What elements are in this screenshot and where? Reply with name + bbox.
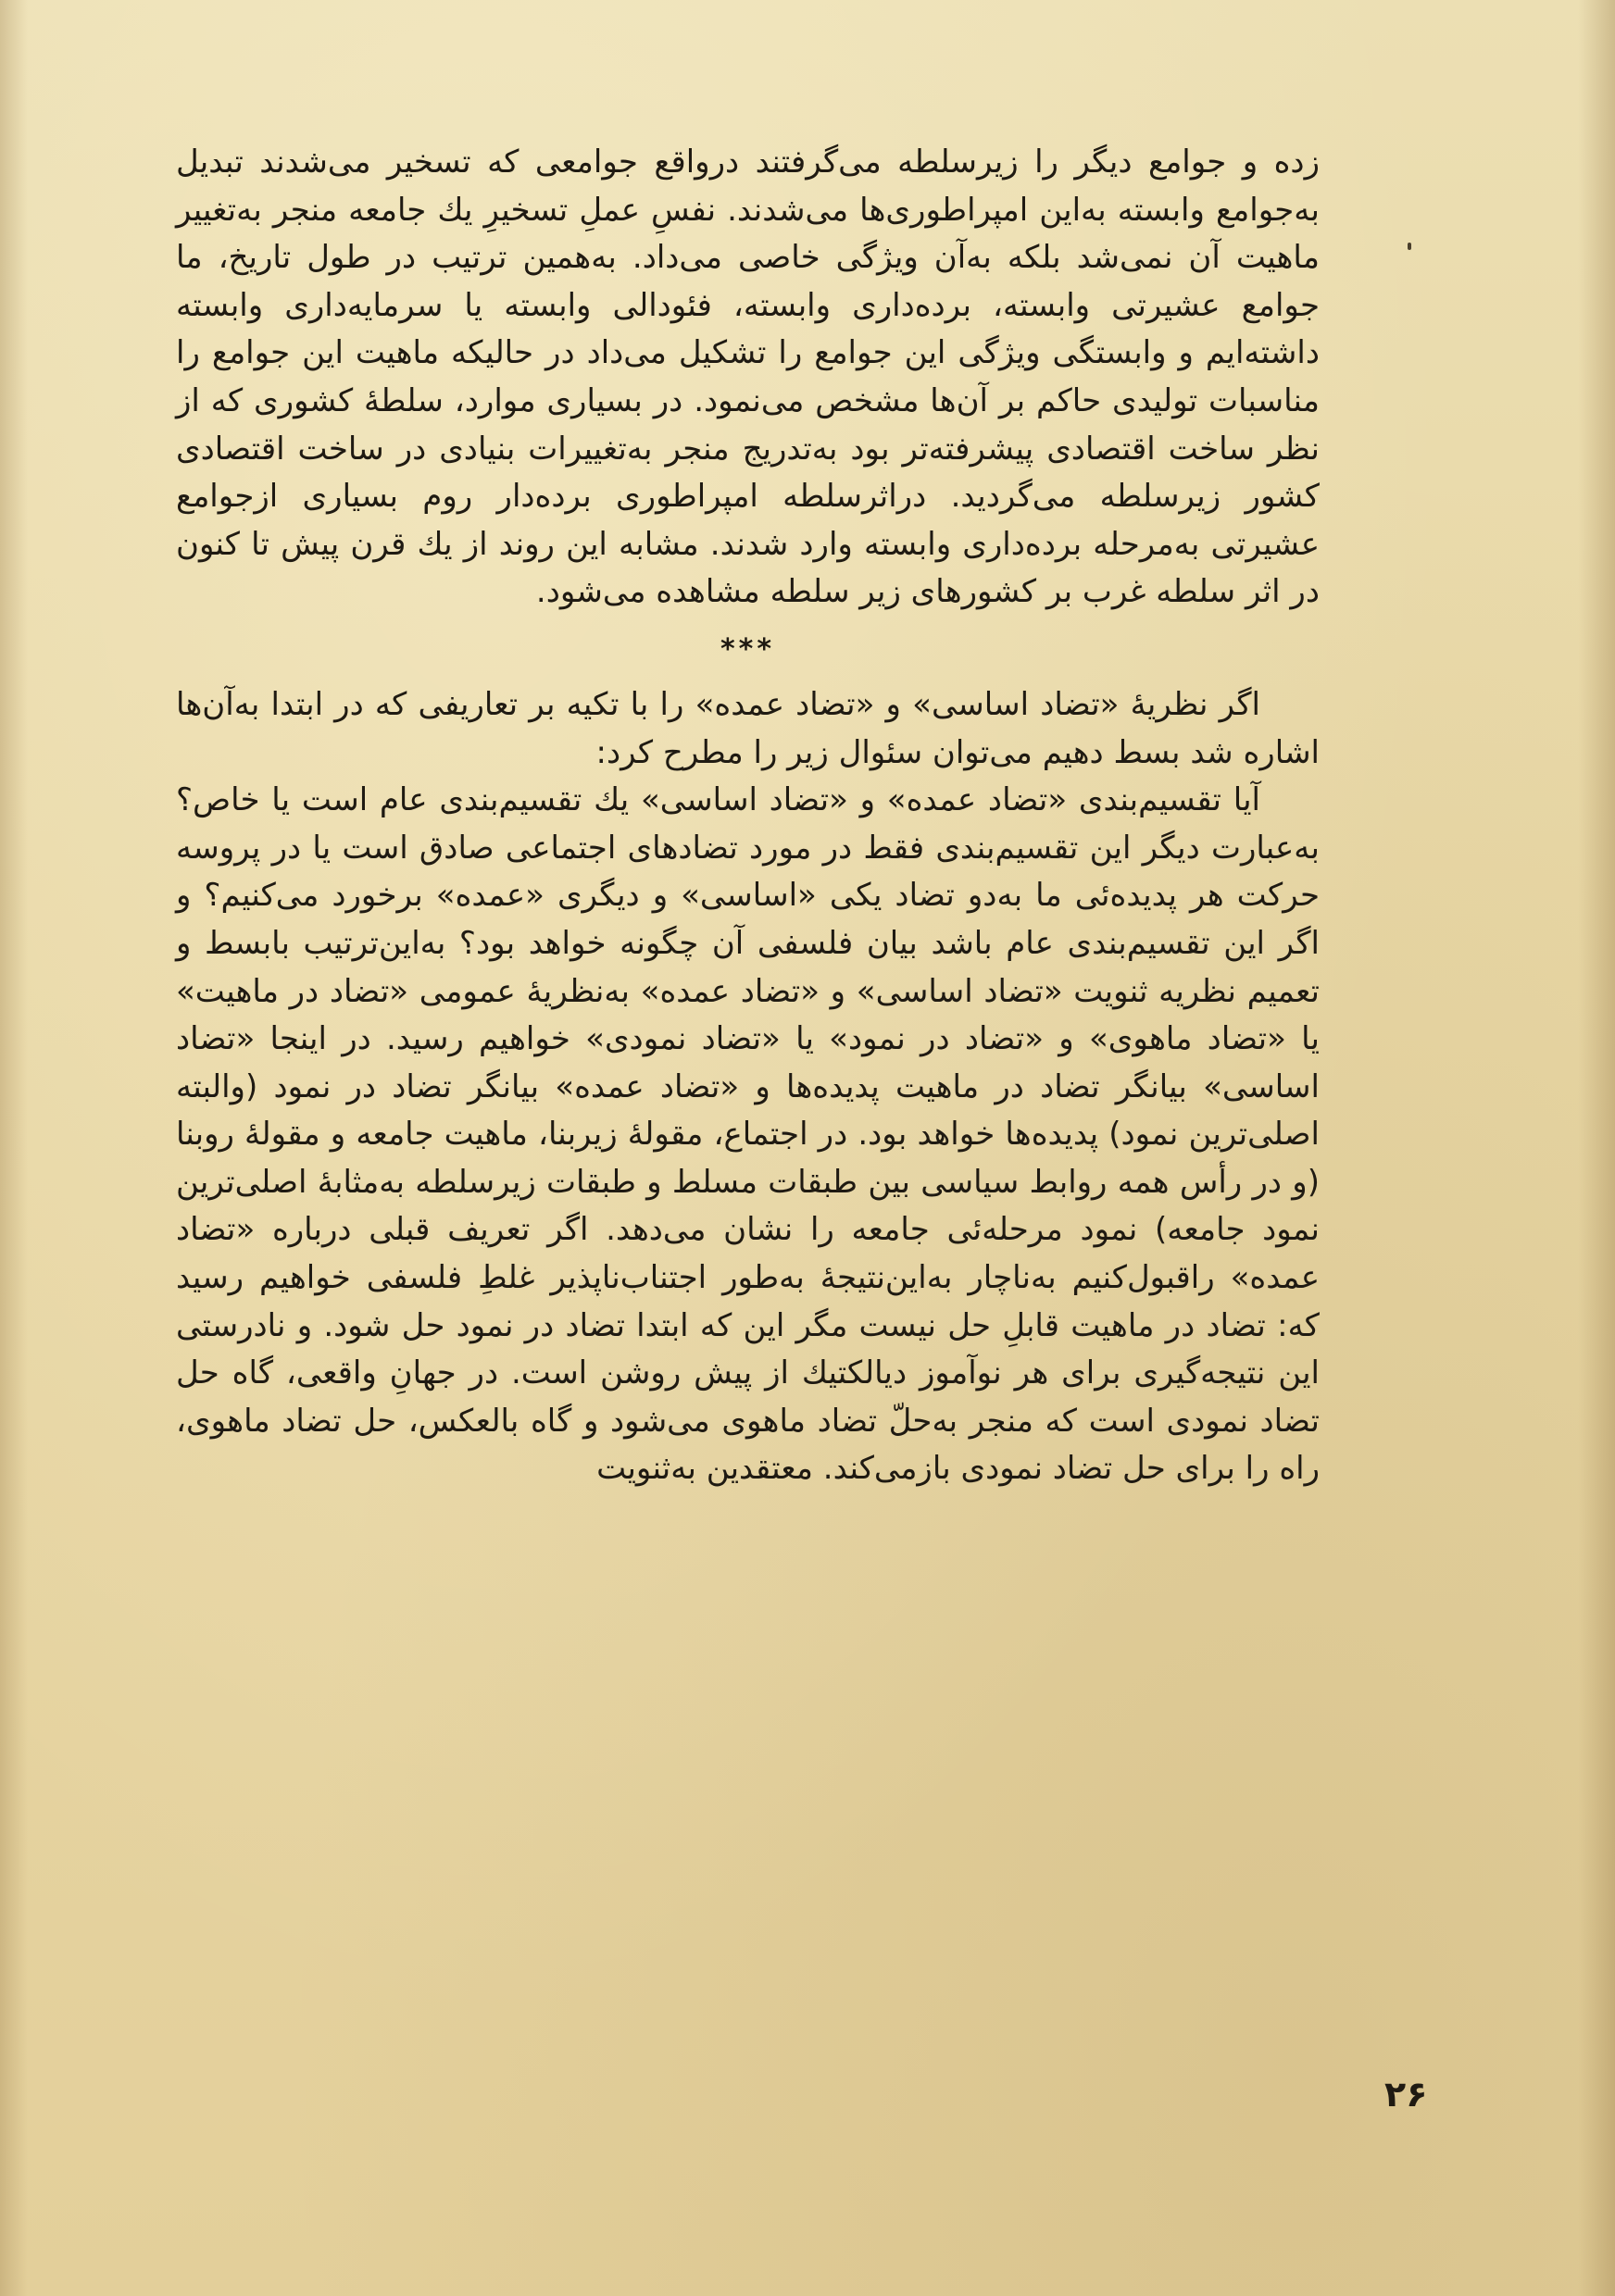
page-number: ۲۶ bbox=[1384, 2074, 1428, 2115]
body-text bbox=[176, 139, 1320, 1493]
page-right-shadow bbox=[1578, 0, 1615, 2296]
margin-dot-mark bbox=[1408, 243, 1411, 250]
page-left-shadow bbox=[0, 0, 28, 2296]
section-separator: *** bbox=[720, 632, 776, 666]
paragraph-3: آیا تقسیم‌بندی «تضاد عمده» و «تضاد اساسی» یك تقسیم‌بندی عام است یا خاص؟ به‌عبارت دیگر این تقسیم‌بندی فقط در مورد تضادهای اجتماعی صادق است یا در پروسه حرکت هر پدیده‌ئی ما به‌دو تضاد یکی «اساسی» و دیگری «عمده» برخورد می‌کنیم؟ و اگر این تقسیم‌بندی عام باشد بیان فلسفی آن چگونه خواهد بود؟ به‌این‌ترتیب بابسط و تعمیم نظریه ثنویت «تضاد اساسی» و «تضاد عمده» به‌نظریهٔ عمومی «تضاد در ماهیت» یا «تضاد ماهوی» و «تضاد در نمود» یا «تضاد نمودی» خواهیم رسید. در اینجا «تضاد اساسی» بیانگر تضاد در ماهیت پدیده‌ها و «تضاد عمده» بیانگر تضاد در نمود (والبته اصلی‌ترین نمود) پدیده‌ها خواهد بود. در اجتماع، مقولهٔ زیربنا، ماهیت جامعه و مقولهٔ روبنا (و در رأس همه روابط سیاسی بین طبقات مسلط و طبقات زیرسلطه به‌مثابهٔ اصلی‌ترین نمود جامعه) نمود مرحله‌ئی جامعه را نشان می‌دهد. اگر تعریف قبلی درباره «تضاد عمده» راقبول‌کنیم به‌ناچار به‌این‌نتیجهٔ به‌طور اجتناب‌ناپذیر غلطِ فلسفی خواهیم رسید که: تضاد در ماهیت قابلِ حل نیست مگر این که ابتدا تضاد در نمود حل شود. و نادرستی این نتیجه‌گیری برای هر نوآموز دیالکتیك از پیش روشن است. در جهانِ واقعی، گاه حل تضاد نمودی است که منجر به‌حلّ تضاد ماهوی می‌شود و گاه بالعکس، حل تضاد ماهوی، راه را برای حل تضاد نمودی بازمی‌کند. معتقدین به‌ثنویت bbox=[176, 781, 1320, 1488]
paragraph-1: زده و جوامع دیگر را زیرسلطه می‌گرفتند درواقع جوامعی که تسخیر می‌شدند تبدیل به‌جوامع وابسته به‌این امپراطوری‌ها می‌شدند. نفسِ عملِ تسخیرِ یك جامعه منجر به‌تغییر ماهیت آن نمی‌شد بلکه به‌آن ویژگی خاصی می‌داد. به‌همین ترتیب در طول تاریخ، ما جوامع عشیرتی وابسته، برده‌داری وابسته، فئودالی وابسته یا سرمایه‌داری وابسته داشته‌ایم و وابستگی ویژگی این جوامع را تشکیل می‌داد در حالیکه ماهیت این جوامع را مناسبات تولیدی حاکم بر آن‌ها مشخص می‌نمود. در بسیاری موارد، سلطهٔ کشوری که از نظر ساخت اقتصادی پیشرفته‌تر بود به‌تدریج منجر به‌تغییرات بنیادی در ساخت اقتصادی کشور زیرسلطه می‌گردید. دراثرسلطه امپراطوری برده‌دار روم بسیاری ازجوامع عشیرتی به‌مرحله برده‌داری وابسته وارد شدند. مشابه این روند از یك قرن پیش تا کنون در اثر سلطه غرب بر کشورهای زیر سلطه مشاهده می‌شود. bbox=[176, 144, 1320, 611]
paragraph-2: اگر نظریهٔ «تضاد اساسی» و «تضاد عمده» را با تکیه بر تعاریفی که در ابتدا به‌آن‌ها اشاره شد بسط دهیم می‌توان سئوال زیر را مطرح کرد: bbox=[176, 685, 1320, 771]
